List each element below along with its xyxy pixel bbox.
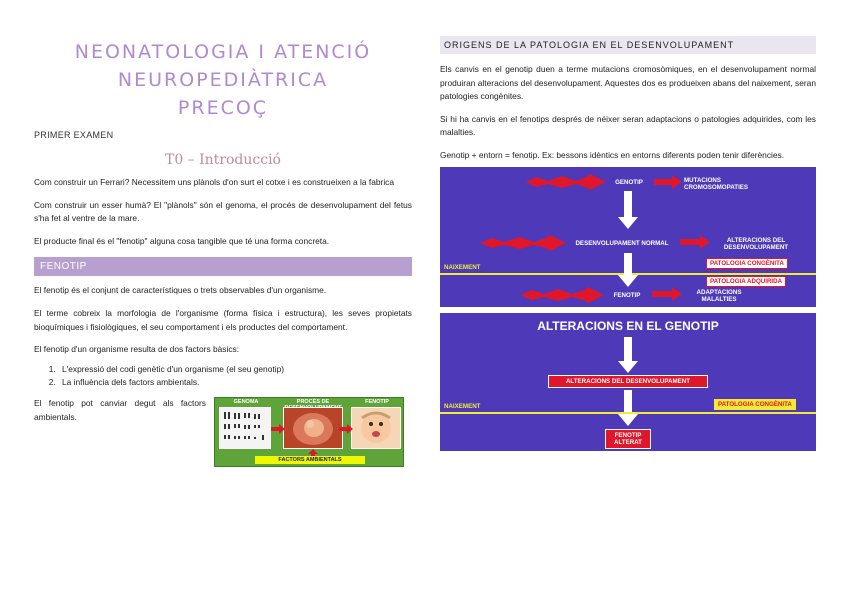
arrow-down-icon: [618, 337, 638, 373]
factor-item-2: 2. La influència dels factors ambientals.: [58, 376, 412, 390]
arrow-right-icon: [339, 424, 353, 434]
fenotip-alterat-box: FENOTIP ALTERAT: [605, 429, 651, 449]
arrow-right-icon: [654, 175, 682, 189]
origins-heading: ORIGENS DE LA PATOLOGIA EN EL DESENVOLUPAMENT: [440, 36, 816, 54]
mutacions-label: MUTACIONS CROMOSOMOPATIES: [684, 176, 749, 191]
image-label-genoma: GENOMA: [233, 398, 259, 405]
bottom-row: [34, 397, 412, 467]
document-title: [34, 38, 412, 122]
arrow-right-icon: [652, 287, 682, 301]
red-burst-arrow-icon: [480, 235, 566, 251]
title-line-1: NEONATOLOGIA I ATENCIÓ: [74, 41, 372, 63]
section-heading: T0 – Introducció: [164, 152, 281, 168]
naixement-line: [440, 412, 816, 414]
alteracions-box: ALTERACIONS DEL DESENVOLUPAMENT: [548, 375, 708, 388]
pathology-origins-diagram: [440, 167, 816, 307]
intro-paragraph-2: Com construir un esser humà? El "plànols" són el genoma, el procés de desenvolupament del fetus s'ha fet al ventre de la mare.: [34, 199, 412, 224]
chromosome-karyotype-picture: [219, 407, 271, 449]
intro-paragraph-1: Com construir un Ferrari? Necessitem uns plànols d'on surt el cotxe i es construeixen a la fabrica: [34, 177, 395, 187]
red-burst-arrow-icon: [526, 174, 606, 190]
arrow-right-icon: [271, 424, 285, 434]
adaptacions-label: ADAPTACIONS MALALTIES: [696, 288, 742, 303]
exam-label: PRIMER EXAMEN: [34, 130, 114, 140]
genotip-label: GENOTIP: [615, 178, 643, 186]
factor-item-1: 1. L'expressió del codi genètic d'un organisme (el seu genotip): [58, 363, 412, 377]
patologia-congenita-tag: PATOLOGIA CONGÈNITA: [706, 258, 788, 269]
fenotip-paragraph-1: El fenotip és el conjunt de característiques o trets observables d'un organisme.: [34, 285, 327, 296]
arrow-right-icon: [680, 235, 710, 249]
intro-paragraph-3: El producte final és el "fenotip" alguna cosa tangible que té una forma concreta.: [34, 235, 330, 246]
red-burst-arrow-icon: [520, 287, 604, 303]
fenotip-heading: FENOTIP: [34, 257, 412, 276]
factors-list: [58, 363, 412, 390]
image-label-fenotip: FENOTIP: [365, 398, 389, 405]
naixement-label: NAIXEMENT: [444, 263, 481, 271]
title-line-2: NEUROPEDIÀTRICA: [117, 69, 329, 91]
fenotip-paragraph-2: El terme cobreix la morfologia de l'organisme (forma física i estructura), les seves propietats bioquímiques i fisiològiques, el seu comportament i els productes del comportament.: [34, 307, 412, 332]
title-line-3: PRECOÇ: [177, 97, 269, 119]
genome-phenotype-image: [214, 397, 404, 467]
image-label-factors: FACTORS AMBIENTALS: [255, 456, 365, 464]
fenotip-paragraph-3: El fenotip d'un organisme resulta de dos factors bàsics:: [34, 344, 240, 355]
final-paragraph: El fenotip pot canviar degut als factors ambientals.: [34, 397, 206, 422]
genotype-alterations-diagram: [440, 313, 816, 451]
fenotip-label: FENOTIP: [613, 291, 641, 299]
baby-picture: [351, 407, 401, 449]
diagram2-title: ALTERACIONS EN EL GENOTIP: [537, 318, 719, 333]
left-column: [34, 38, 412, 467]
arrow-down-icon: [618, 253, 638, 287]
origins-paragraph-2: Si hi ha canvis en el fenotips després de néixer seran adaptacions o patologies adquirides, com les malalties.: [440, 113, 816, 138]
naixement-label: NAIXEMENT: [444, 402, 481, 410]
arrow-down-icon: [618, 191, 638, 229]
patologia-congenita-tag: PATOLOGIA CONGÈNITA: [714, 399, 796, 410]
desenvolupament-label: DESENVOLUPAMENT NORMAL: [575, 239, 669, 247]
image-label-proces: PROCÉS DE: [296, 398, 330, 405]
origins-paragraph-1: Els canvis en el genotip duen a terme mutacions cromosòmiques, en el desenvolupament normal produiran alteracions del desenvolupament. Aquestes dos es produeixen abans del naixement, seran patologies congènites.: [440, 64, 816, 102]
fetus-picture: [283, 407, 343, 449]
alteracions-label: ALTERACIONS DEL DESENVOLUPAMENT: [723, 236, 789, 251]
right-column: [440, 36, 816, 451]
arrow-down-icon: [618, 390, 638, 426]
patologia-adquirida-tag: PATOLOGIA ADQUIRIDA: [706, 276, 786, 287]
origins-paragraph-3: Genotip + entorn = fenotip. Ex: bessons idèntics en entorns diferents poden tenir diferències.: [440, 149, 785, 160]
